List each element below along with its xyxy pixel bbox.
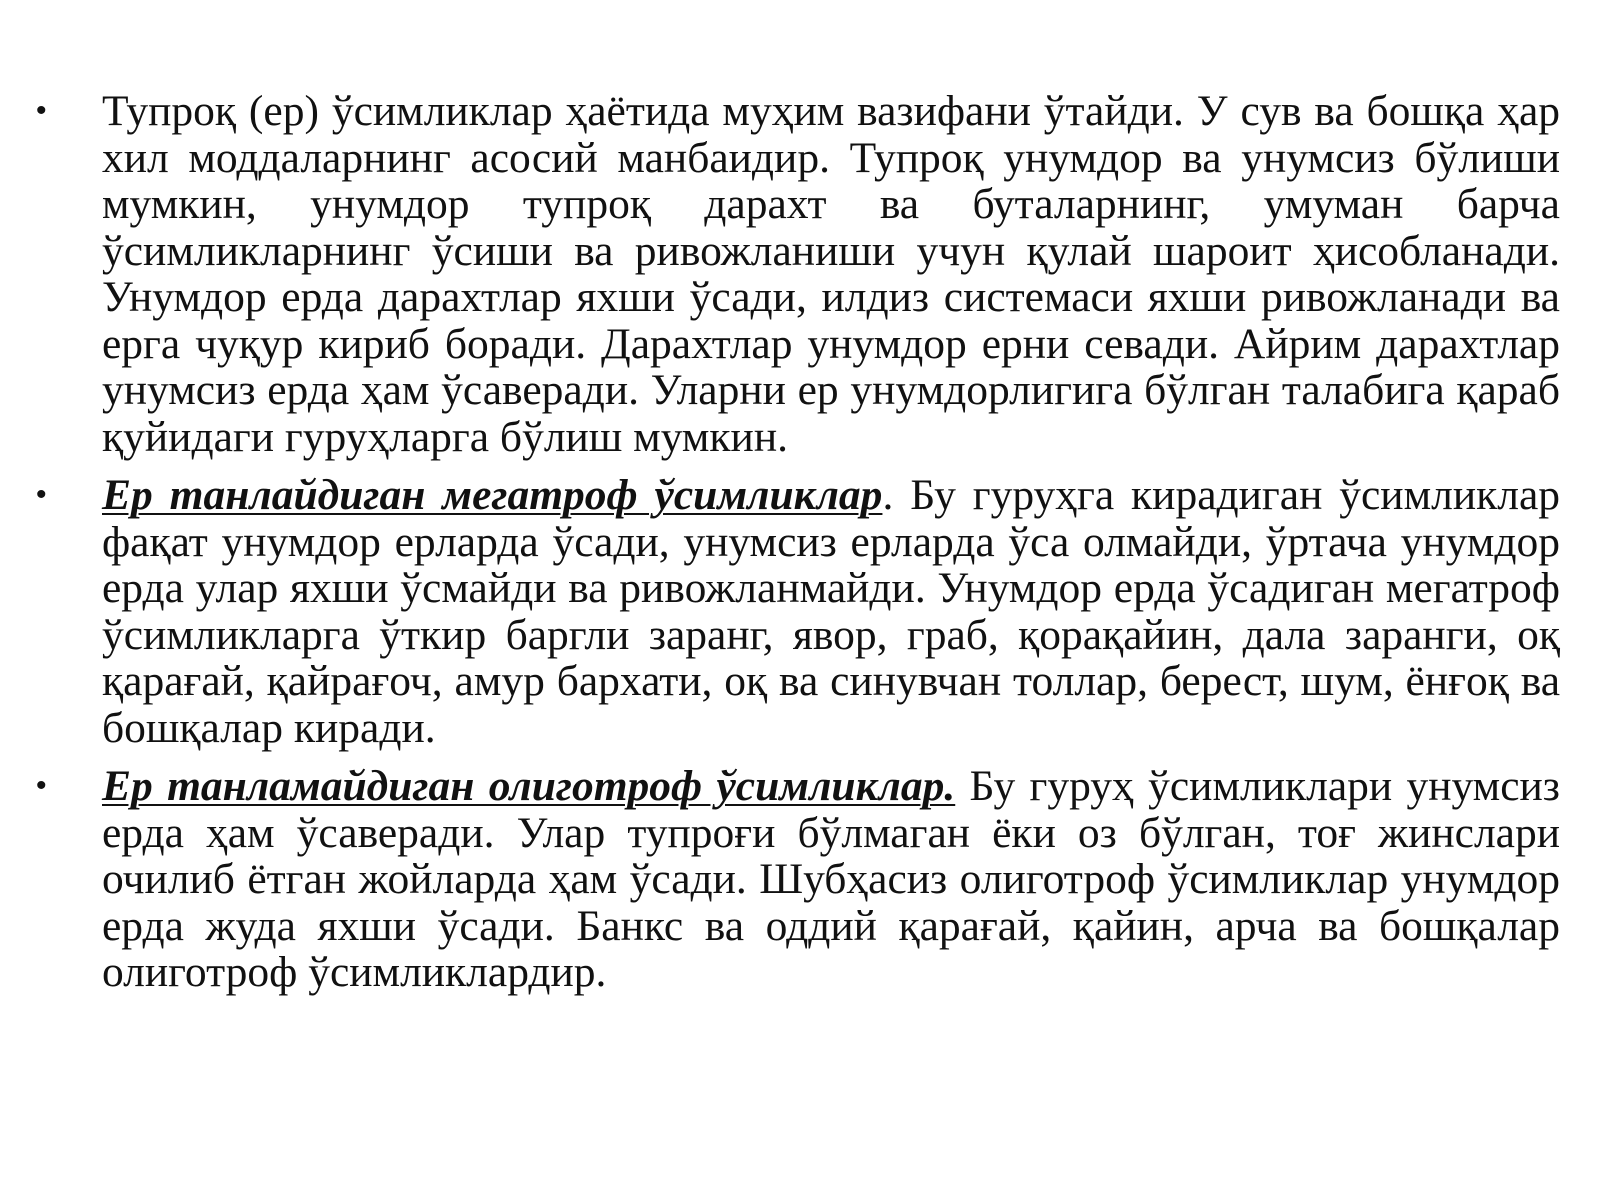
bullet-item-megatroph [30,472,1560,751]
bullet-item-soil-intro [30,88,1560,460]
paragraph-text: Тупроқ (ер) ўсимликлар ҳаётида муҳим вазифани ўтайди. У сув ва бошқа ҳар хил моддаларнинг асосий манбаидир. Тупроқ унумдор ва унумсиз бўлиши мумкин, унумдор тупроқ дарахт ва буталарнинг, умуман барча ўсимликларнинг ўсиши ва ривожланиши учун қулай шароит ҳисобланади. Унумдор ерда дарахтлар яхши ўсади, илдиз системаси яхши ривожланади ва ерга чуқур кириб боради. Дарахтлар унумдор ерни севади. Айрим дарахтлар унумсиз ерда ҳам ўсаверади. Уларни ер унумдорлигига бўлган талабига қараб қуйидаги гуруҳларга бўлиш мумкин. [102,87,1560,461]
term-heading-period: . [882,471,894,519]
term-heading: Ер танламайдиган олиготроф ўсимликлар. [102,762,956,810]
bullet-list [30,88,1560,1008]
bullet-icon: • [36,478,47,511]
paragraph-text: Бу гуруҳ ўсимликлари унумсиз ерда ҳам ўсаверади. Улар тупроғи бўлмаган ёки оз бўлган, тоғ жинслари очилиб ётган жойларда ҳам ўсади. Шубҳасиз олиготроф ўсимликлар унумдор ерда жуда яхши ўсади. Банкс ва оддий қарағай, қайин, арча ва бошқалар олиготроф ўсимликлардир. [102,762,1560,996]
bullet-item-oligotroph [30,763,1560,996]
paragraph-text: Бу гуруҳга кирадиган ўсимликлар фақат унумдор ерларда ўсади, унумсиз ерларда ўса олмайди, ўртача унумдор ерда улар яхши ўсмайди ва ривожланмайди. Унумдор ерда ўсадиган мегатроф ўсимликларга ўткир баргли заранг, явор, граб, қорақайин, дала заранги, оқ қарағай, қайрағоч, амур бархати, оқ ва синувчан толлар, берест, шум, ёнғоқ ва бошқалар киради. [102,471,1560,752]
term-heading: Ер танлайдиган мегатроф ўсимликлар [102,471,883,519]
bullet-icon: • [36,769,47,802]
bullet-icon: • [36,94,47,127]
